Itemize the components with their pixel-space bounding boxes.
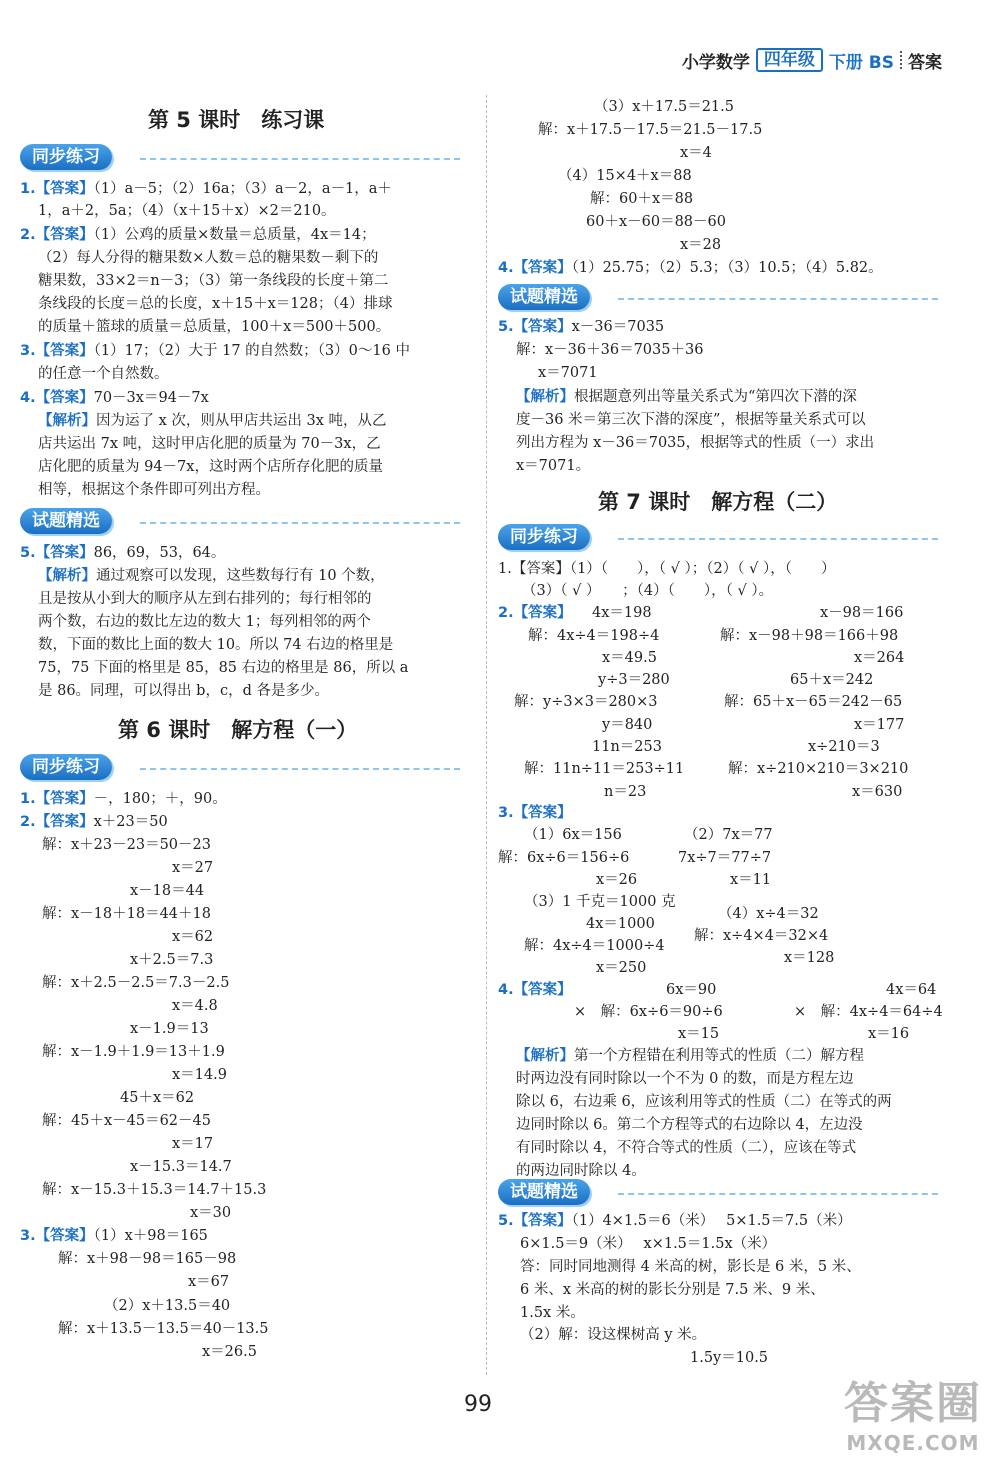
s7-q2-l1: 4x＝198	[592, 605, 652, 621]
tag-label: 同步练习	[498, 524, 590, 550]
s7-q2-r5: 解：65＋x－65＝242－65	[724, 694, 903, 710]
section-tag-sync-2	[20, 752, 460, 782]
s7-q3-1: （1）6x＝156	[524, 827, 622, 843]
q4-analysis-2: 店共运出 7x 吨，这时甲店化肥的质量为 70－3x，乙	[38, 436, 381, 452]
header-subject: 小学数学	[681, 52, 750, 73]
s7-q5-line-2: 6×1.5＝9（米） x×1.5＝1.5x（米）	[520, 1236, 777, 1252]
q2-line-5: 的质量＋篮球的质量＝总质量，100＋x＝500＋500。	[38, 319, 391, 335]
s6-q3-line-1: 3.【答案】（1）x＋98＝165	[20, 1228, 208, 1244]
s7-q2-line-1: 2.【答案】	[498, 605, 572, 621]
s6-q2-line-18: x＝30	[190, 1205, 232, 1221]
tag-dashes	[140, 768, 460, 770]
header-semester: 下册 BS	[828, 52, 894, 73]
section-tag-select-r2	[498, 1177, 938, 1207]
s7-q3-4: 7x÷7＝77÷7	[678, 850, 772, 866]
r-q5-analysis-3: 列出方程为 x－36＝7035，根据等式的性质（一）求出	[516, 435, 875, 451]
r-q5-step-2: x＝7071	[538, 365, 598, 381]
s7-q5-line-4: 6 米、x 米高的树的影长分别是 7.5 米、9 米、	[520, 1282, 825, 1298]
q3-line-1: 3.【答案】（1）17；（2）大于 17 的自然数；（3）0～16 中	[20, 343, 410, 359]
q5-analysis-5: 75，75 下面的格里是 85，85 右边的格里是 86，所以 a	[38, 660, 409, 676]
s6-q2-line-7: x＋2.5＝7.3	[130, 952, 214, 968]
lesson-7-title: 第 7 课时 解方程（二）	[598, 490, 838, 514]
watermark-line-2: MXQE.COM	[846, 1431, 980, 1455]
s7-q2-r7: x÷210＝3	[808, 739, 880, 755]
s7-q3-11: 解：x÷4×4＝32×4	[694, 928, 829, 944]
s7-q4-analysis-5: 有同时除以 4，不符合等式的性质（二），应该在等式	[516, 1140, 857, 1156]
s7-q3-8: 4x＝1000	[586, 916, 655, 932]
s6-q2-line-2: 解：x＋23－23＝50－23	[42, 837, 211, 853]
s7-q4-analysis-2: 时两边没有同时除以一个不为 0 的数，而是方程左边	[516, 1071, 854, 1087]
s6-q2-line-4: x－18＝44	[130, 883, 205, 899]
s7-q3-12: x＝250	[596, 960, 647, 976]
s6-q2-line-6: x＝62	[172, 929, 214, 945]
s7-q3-2: （2）7x＝77	[684, 827, 773, 843]
q4-analysis-4: 相等，根据这个条件即可列出方程。	[38, 482, 270, 498]
r-q5-analysis-4: x＝7071。	[516, 458, 591, 474]
s7-q4-analysis-3: 除以 6，右边乘 6，应该利用等式的性质（二）在等式的两	[516, 1094, 892, 1110]
r-top-1: （3）x＋17.5＝21.5	[594, 99, 734, 115]
s6-q2-line-15: x＝17	[172, 1136, 214, 1152]
s7-q4-3: × 解：6x÷6＝90÷6	[574, 1004, 723, 1020]
q2-line-4: 条线段的长度＝总的长度，x＋15＋x＝128；（4）排球	[38, 296, 393, 312]
s6-q2-line-9: x＝4.8	[172, 998, 218, 1014]
section-tag-select-r	[498, 282, 938, 312]
tag-dashes	[140, 522, 460, 524]
r-q5-answer: 5.【答案】x－36＝7035	[498, 319, 665, 335]
s7-q2-l5: 解：y÷3×3＝280×3	[514, 694, 658, 710]
column-divider	[486, 95, 487, 1375]
s7-q3-9: （4）x÷4＝32	[718, 906, 819, 922]
s7-q3-3: 解：6x÷6＝156÷6	[498, 850, 630, 866]
s6-q2-line-3: x＝27	[172, 860, 214, 876]
s7-q2-l7: 11n＝253	[592, 739, 662, 755]
section-tag-select	[20, 506, 460, 536]
s6-q3-line-6: x＝26.5	[202, 1344, 257, 1360]
s7-q3-6: x＝11	[730, 872, 772, 888]
s7-q3-7: （3）1 千克＝1000 克	[524, 894, 676, 910]
q4-analysis-1: 【解析】因为运了 x 次，则从甲店共运出 3x 吨，从乙	[38, 413, 387, 429]
q2-line-1: 2.【答案】（1）公鸡的质量×数量＝总质量，4x＝14；	[20, 227, 376, 243]
r-top-4: （4）15×4＋x＝88	[558, 168, 692, 184]
s7-q1-line-2: （3）（ √ ） ；（4）（ ），（ √ ）。	[522, 583, 774, 599]
tag-dashes	[618, 298, 938, 300]
lesson-5-title: 第 5 课时 练习课	[148, 108, 325, 132]
s7-q5-line-7: 1.5y＝10.5	[690, 1350, 769, 1366]
s7-q3-13: x＝128	[784, 950, 835, 966]
s6-q2-line-12: x＝14.9	[172, 1067, 227, 1083]
s7-q2-l9: n＝23	[604, 784, 647, 800]
s7-q2-l4: y÷3＝280	[598, 672, 670, 688]
s7-q3-5: x＝26	[596, 872, 638, 888]
q3-line-2: 的任意一个自然数。	[38, 366, 169, 382]
tag-label: 同步练习	[20, 754, 112, 780]
s7-q2-r6: x＝177	[854, 717, 905, 733]
s7-q2-r8: 解：x÷210×210＝3×210	[728, 761, 909, 777]
q5-analysis-2: 且是按从小到大的顺序从左到右排列的；每行相邻的	[38, 591, 372, 607]
s7-q1-line-1: 1.【答案】（1）（ ），（ √ ）；（2）（ √ ），（ ）	[498, 561, 836, 577]
s6-q1: 1.【答案】－，180；＋，90。	[20, 791, 227, 807]
lesson-6-title: 第 6 课时 解方程（一）	[118, 718, 358, 742]
s7-q2-l6: y＝840	[602, 717, 653, 733]
r-q5-analysis-2: 度－36 米＝第三次下潜的深度”，根据等量关系式可以	[516, 412, 866, 428]
s7-q5-line-6: （2）解：设这棵树高 y 米。	[520, 1327, 707, 1343]
r-q5-step-1: 解：x－36＋36＝7035＋36	[516, 342, 704, 358]
s6-q3-line-5: 解：x＋13.5－13.5＝40－13.5	[58, 1321, 269, 1337]
s6-q2-line-10: x－1.9＝13	[130, 1021, 209, 1037]
r-top-5: 解：60＋x＝88	[590, 191, 694, 207]
section-tag-sync-r	[498, 522, 938, 552]
s7-q3-10: 解：4x÷4＝1000÷4	[524, 938, 665, 954]
q2-line-2: （2）每人分得的糖果数×人数＝总的糖果数－剩下的	[38, 250, 379, 266]
s7-q5-line-3: 答：同时同地测得 4 米高的树，影长是 6 米，5 米、	[520, 1259, 861, 1275]
tag-label: 试题精选	[498, 284, 590, 310]
tag-dashes	[618, 1193, 938, 1195]
s7-q5-line-1: 5.【答案】（1）4×1.5＝6（米） 5×1.5＝7.5（米）	[498, 1213, 852, 1229]
header-answers: 答案	[908, 52, 942, 73]
s6-q2-line-13: 45＋x＝62	[120, 1090, 195, 1106]
q4-answer: 4.【答案】70－3x＝94－7x	[20, 390, 209, 406]
watermark-line-1: 答案圈	[844, 1378, 982, 1429]
s7-q2-r2: 解：x－98＋98＝166＋98	[720, 628, 899, 644]
tag-dashes	[140, 158, 460, 160]
q1-line-2: 1，a＋2，5a；（4）（x＋15＋x）×2＝210。	[38, 203, 336, 219]
s7-q4-analysis-1: 【解析】第一个方程错在利用等式的性质（二）解方程	[516, 1048, 864, 1064]
s7-q4-2: 4x＝64	[886, 982, 937, 998]
s7-q2-l3: x＝49.5	[602, 650, 657, 666]
s6-q3-line-3: x＝67	[188, 1274, 230, 1290]
s6-q2-line-8: 解：x＋2.5－2.5＝7.3－2.5	[42, 975, 230, 991]
q5-analysis-6: 是 86。同理，可以得出 b，c，d 各是多少。	[38, 683, 329, 699]
s7-q2-r1: x－98＝166	[820, 605, 904, 621]
tag-dashes	[618, 538, 938, 540]
tag-label: 试题精选	[20, 508, 112, 534]
page-header	[682, 48, 942, 72]
s6-q2-line-17: 解：x－15.3＋15.3＝14.7＋15.3	[42, 1182, 267, 1198]
s7-q2-r4: 65＋x＝242	[790, 672, 874, 688]
s6-q3-line-4: （2）x＋13.5＝40	[104, 1298, 231, 1314]
s7-q2-l2: 解：4x÷4＝198÷4	[528, 628, 660, 644]
header-divider	[900, 51, 902, 69]
tag-label: 同步练习	[20, 144, 112, 170]
s7-q4-5: x＝15	[678, 1026, 720, 1042]
s7-q4-4: × 解：4x÷4＝64÷4	[794, 1004, 943, 1020]
header-grade: 四年级	[756, 48, 823, 72]
s7-q4-analysis-4: 边同时除以 6。第二个方程等式的右边除以 4，左边没	[516, 1117, 863, 1133]
page-number: 99	[464, 1392, 492, 1417]
s7-q2-r3: x＝264	[854, 650, 905, 666]
s6-q3-line-2: 解：x＋98－98＝165－98	[58, 1251, 237, 1267]
s6-q2-line-5: 解：x－18＋18＝44＋18	[42, 906, 211, 922]
s7-q4-analysis-6: 的两边同时除以 4。	[516, 1163, 646, 1179]
section-tag-sync	[20, 142, 460, 172]
s7-q4-6: x＝16	[868, 1026, 910, 1042]
tag-label: 试题精选	[498, 1179, 590, 1205]
s6-q2-line-16: x－15.3＝14.7	[130, 1159, 232, 1175]
s6-q2-line-14: 解：45＋x－45＝62－45	[42, 1113, 211, 1129]
r-top-3: x＝4	[680, 145, 712, 161]
r-q4: 4.【答案】（1）25.75；（2）5.3；（3）10.5；（4）5.82。	[498, 260, 883, 276]
s7-q2-r9: x＝630	[852, 784, 903, 800]
watermark-logo	[844, 1367, 982, 1455]
q4-analysis-3: 店化肥的质量为 94－7x，这时两个店所存化肥的质量	[38, 459, 383, 475]
s7-q4-1: 6x＝90	[666, 982, 717, 998]
q5-answer: 5.【答案】86，69，53，64。	[20, 545, 226, 561]
r-q5-analysis-1: 【解析】根据题意列出等量关系式为“第四次下潜的深	[516, 389, 857, 405]
s7-q2-l8: 解：11n÷11＝253÷11	[524, 761, 685, 777]
r-top-6: 60＋x－60＝88－60	[586, 214, 726, 230]
s7-q3-head: 3.【答案】	[498, 805, 572, 821]
r-top-2: 解：x＋17.5－17.5＝21.5－17.5	[538, 122, 763, 138]
q5-analysis-4: 数，下面的数比上面的数大 10。所以 74 右边的格里是	[38, 637, 394, 653]
s7-q5-line-5: 1.5x 米。	[520, 1305, 585, 1321]
r-top-7: x＝28	[680, 237, 722, 253]
s6-q2-line-1: 2.【答案】x＋23＝50	[20, 814, 168, 830]
q1-line-1: 1.【答案】（1）a－5；（2）16a；（3）a－2，a－1，a＋	[20, 181, 392, 197]
q5-analysis-3: 两个数，右边的数比左边的数大 1；每列相邻的两个	[38, 614, 371, 630]
q5-analysis-1: 【解析】通过观察可以发现，这些数每行有 10 个数，	[38, 568, 385, 584]
s6-q2-line-11: 解：x－1.9＋1.9＝13＋1.9	[42, 1044, 225, 1060]
q2-line-3: 糖果数，33×2＝n－3；（3）第一条线段的长度＋第二	[38, 273, 389, 289]
s7-q4-head: 4.【答案】	[498, 982, 572, 998]
